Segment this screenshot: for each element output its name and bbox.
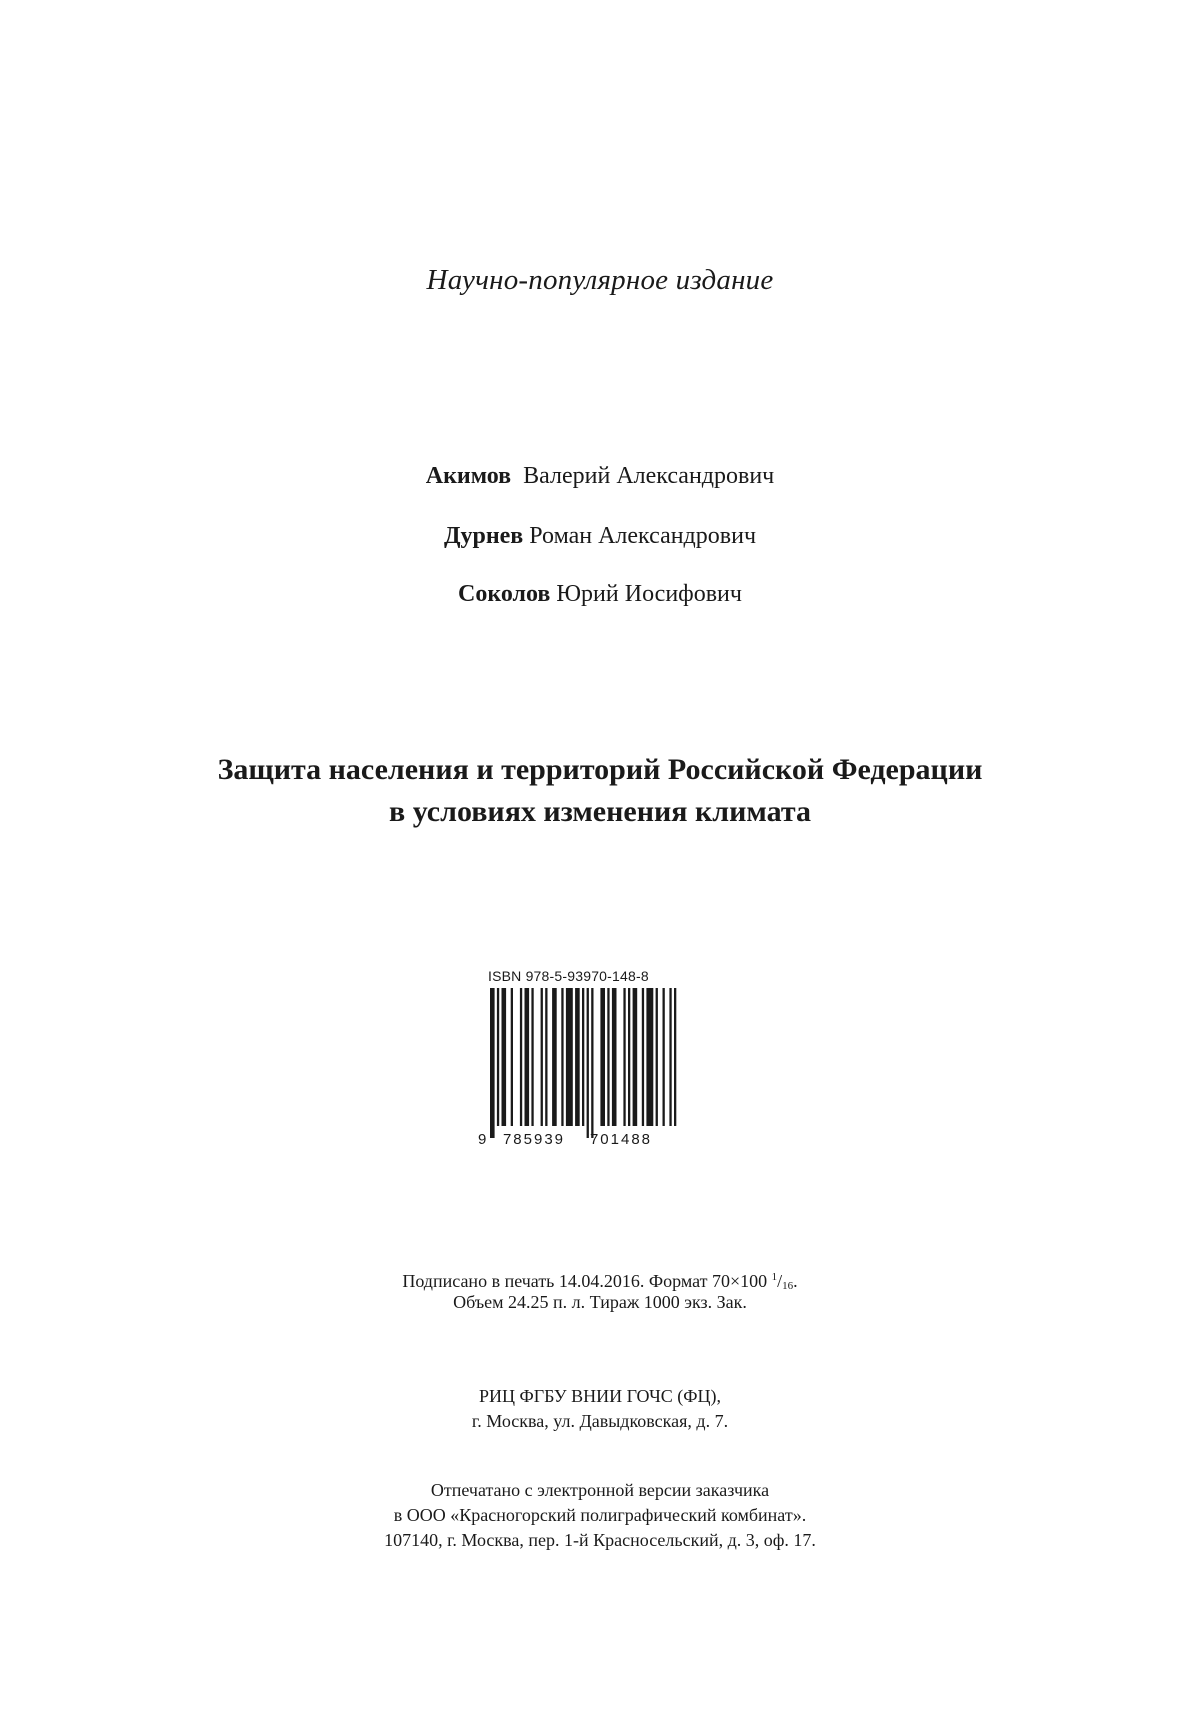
barcode-bar: [582, 988, 584, 1126]
author-surname: Соколов: [458, 581, 551, 607]
author-2: [0, 523, 1200, 550]
barcode-bar: [642, 988, 644, 1126]
barcode-bar: [575, 988, 580, 1126]
barcode-bar: [612, 988, 617, 1126]
barcode-bar: [490, 988, 495, 1138]
barcode-bar: [545, 988, 547, 1126]
barcode-bar: [531, 988, 533, 1126]
barcode-first-digit: 9: [478, 1131, 487, 1148]
imprint-line-2: Объем 24.25 п. л. Тираж 1000 экз. Зак.: [453, 1292, 747, 1312]
printer-line-2: в ООО «Красногорский полиграфический комбинат».: [393, 1505, 807, 1525]
barcode-bar: [674, 988, 676, 1126]
barcode-bar: [646, 988, 653, 1126]
author-surname: Акимов: [425, 463, 512, 489]
author-given-name: Юрий Иосифович: [556, 581, 742, 607]
isbn-barcode-block: [474, 966, 680, 1148]
imprint-signed-format: Подписано в печать 14.04.2016. Формат 70×100: [402, 1271, 768, 1291]
barcode-bar: [566, 988, 573, 1126]
format-numerator: 1: [771, 1271, 778, 1283]
barcode-bar: [552, 988, 557, 1126]
barcode-right-digits: 701488: [589, 1131, 653, 1148]
barcode-bar: [628, 988, 630, 1126]
publisher-address: г. Москва, ул. Давыдковская, д. 7.: [471, 1411, 729, 1431]
printer-line-3: 107140, г. Москва, пер. 1-й Красносельский, д. 3, оф. 17.: [384, 1530, 816, 1550]
barcode-bar: [591, 988, 593, 1138]
isbn-label: ISBN 978-5-93970-148-8: [488, 968, 649, 984]
barcode-bar: [525, 988, 530, 1126]
publisher-name: РИЦ ФГБУ ВНИИ ГОЧС (ФЦ),: [478, 1386, 721, 1406]
author-1: [0, 463, 1200, 490]
barcode-bar: [600, 988, 605, 1126]
barcode-bar: [497, 988, 499, 1126]
author-3: [0, 581, 1200, 608]
format-fraction: $^1/_{16}$: [771, 1271, 794, 1292]
format-denominator: 16: [782, 1280, 794, 1292]
barcode-bar: [541, 988, 543, 1126]
author-given-name: Роман Александрович: [529, 523, 757, 549]
book-title-line-2: в условиях изменения климата: [389, 795, 811, 828]
barcode-bar: [587, 988, 589, 1138]
barcode-bar: [623, 988, 625, 1126]
barcode-bar: [663, 988, 665, 1126]
barcode-bar: [633, 988, 638, 1126]
barcode-bar: [669, 988, 671, 1126]
barcode-icon: [474, 988, 680, 1148]
barcode-bar: [561, 988, 563, 1126]
barcode-bar: [502, 988, 507, 1126]
book-title-line-1: Защита населения и территорий Российской Федерации: [217, 753, 983, 786]
barcode-bar: [607, 988, 609, 1126]
imprint-line-1-end: .: [793, 1271, 798, 1291]
barcode-bar: [520, 988, 522, 1126]
printer-line-1: Отпечатано с электронной версии заказчика: [430, 1480, 770, 1500]
author-given-name: Валерий Александрович: [523, 463, 775, 489]
barcode-bar: [511, 988, 513, 1126]
barcode-bar: [656, 988, 658, 1126]
barcode-left-digits: 785939: [502, 1131, 566, 1148]
edition-type: Научно-популярное издание: [426, 264, 774, 296]
author-surname: Дурнев: [443, 523, 524, 549]
